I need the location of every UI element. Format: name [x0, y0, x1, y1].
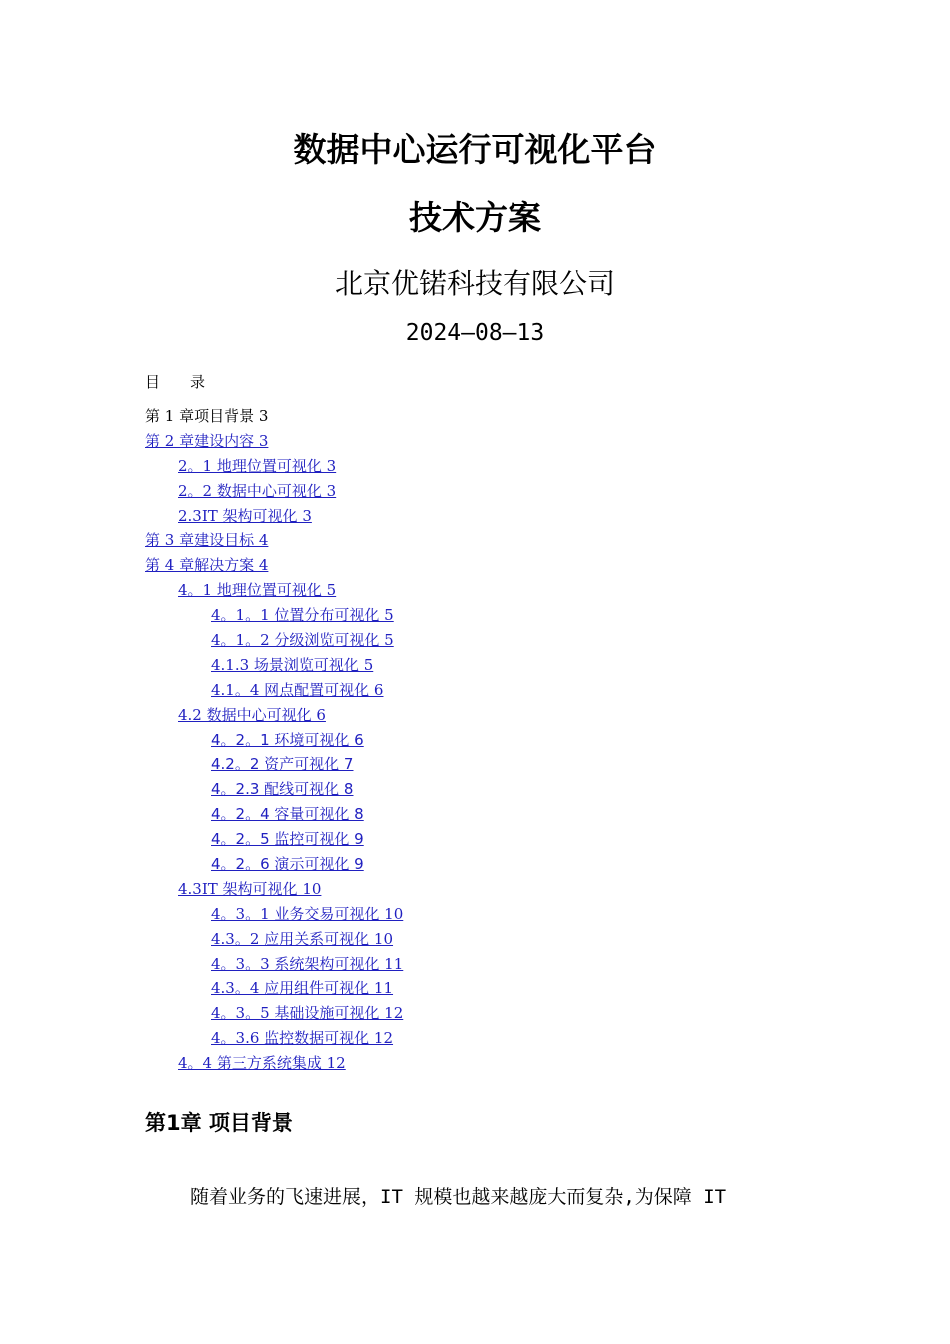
toc-link[interactable]: 4.2。2 资产可视化 7 [211, 755, 354, 774]
toc-item [0, 777, 950, 802]
toc-link[interactable]: 4。3。1 业务交易可视化 10 [211, 904, 404, 923]
section-heading: 第1章 项目背景 [145, 1111, 293, 1135]
toc-item [0, 752, 950, 777]
toc-item [0, 479, 950, 504]
document-subtitle: 技术方案 [409, 198, 541, 237]
toc-item [0, 578, 950, 603]
company-name: 北京优锘科技有限公司 [334, 267, 615, 300]
toc-item [0, 802, 950, 827]
document-date: 2024—08—13 [405, 320, 545, 346]
toc-item [0, 976, 950, 1001]
toc-link[interactable]: 4。1。1 位置分布可视化 5 [211, 606, 394, 625]
table-of-contents [0, 404, 950, 1076]
toc-item [0, 653, 950, 678]
toc-item [0, 877, 950, 902]
toc-link[interactable]: 4。1 地理位置可视化 5 [178, 581, 337, 600]
toc-item [0, 952, 950, 977]
toc-link[interactable]: 4。3。3 系统架构可视化 11 [211, 954, 404, 973]
toc-item [0, 1026, 950, 1051]
toc-link[interactable]: 4.3。2 应用关系可视化 10 [211, 929, 394, 948]
toc-item [0, 454, 950, 479]
toc-item [0, 827, 950, 852]
toc-item [0, 678, 950, 703]
toc-item [0, 1051, 950, 1076]
toc-link[interactable]: 4。2。4 容量可视化 8 [211, 805, 364, 824]
toc-item [0, 728, 950, 753]
toc-item [0, 628, 950, 653]
toc-item [0, 603, 950, 628]
toc-link[interactable]: 4。3。5 基础设施可视化 12 [211, 1004, 404, 1023]
toc-link[interactable]: 2。2 数据中心可视化 3 [178, 481, 337, 500]
toc-link[interactable]: 第 2 章建设内容 3 [145, 431, 269, 450]
toc-link[interactable]: 4。2。6 演示可视化 9 [211, 855, 364, 874]
toc-entry-text: 第 1 章项目背景 3 [145, 407, 269, 425]
toc-item [0, 504, 950, 529]
toc-link[interactable]: 4.1。4 网点配置可视化 6 [211, 680, 384, 699]
document-title: 数据中心运行可视化平台 [293, 130, 657, 169]
toc-link[interactable]: 4.1.3 场景浏览可视化 5 [211, 655, 374, 674]
toc-heading: 目 录 [145, 373, 206, 391]
toc-link[interactable]: 第 3 章建设目标 4 [145, 531, 269, 550]
toc-link[interactable]: 4.3IT 架构可视化 10 [178, 879, 322, 898]
toc-link[interactable]: 4。1。2 分级浏览可视化 5 [211, 631, 394, 650]
toc-item [0, 703, 950, 728]
toc-item [0, 404, 950, 429]
toc-link[interactable]: 2。1 地理位置可视化 3 [178, 456, 337, 475]
toc-item [0, 429, 950, 454]
toc-item [0, 553, 950, 578]
toc-link[interactable]: 2.3IT 架构可视化 3 [178, 506, 312, 525]
toc-link[interactable]: 4。2。5 监控可视化 9 [211, 830, 364, 849]
toc-link[interactable]: 第 4 章解决方案 4 [145, 556, 269, 575]
toc-item [0, 902, 950, 927]
toc-link[interactable]: 4。3.6 监控数据可视化 12 [211, 1029, 394, 1048]
body-paragraph: 随着业务的飞速进展，IT 规模也越来越庞大而复杂,为保障 IT [190, 1186, 727, 1208]
toc-link[interactable]: 4。2。1 环境可视化 6 [211, 730, 364, 749]
toc-item [0, 852, 950, 877]
toc-link[interactable]: 4。2.3 配线可视化 8 [211, 780, 354, 799]
toc-item [0, 927, 950, 952]
toc-link[interactable]: 4.2 数据中心可视化 6 [178, 705, 326, 724]
toc-item [0, 1001, 950, 1026]
toc-item [0, 528, 950, 553]
toc-link[interactable]: 4。4 第三方系统集成 12 [178, 1054, 346, 1073]
toc-link[interactable]: 4.3。4 应用组件可视化 11 [211, 979, 394, 998]
